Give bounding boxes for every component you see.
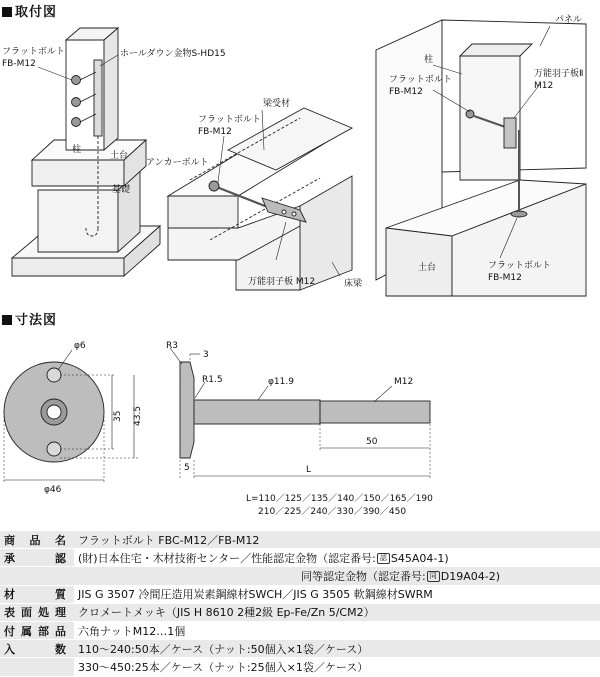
spec-row-material <box>0 585 600 603</box>
length-list-2: 210／225／240／330／390／450 <box>258 507 407 517</box>
label-pillar-1: 柱 <box>72 145 82 155</box>
spec-row-surface <box>0 603 600 621</box>
spec-value: フラットボルト FBC-M12／FB-M12 <box>74 531 600 549</box>
install-section-title: 取付図 <box>2 1 57 20</box>
spec-key: 商品名 <box>0 531 74 549</box>
spec-row-approval-2 <box>0 567 600 585</box>
spec-value: 110～240:50本／ケース（ナット:50個入×1袋／ケース） <box>74 640 600 658</box>
dim-r1-5: R1.5 <box>202 375 223 385</box>
dim-50: 50 <box>366 437 378 447</box>
label-flat-bolt-1: フラットボルト <box>2 47 65 57</box>
spec-key: 入数 <box>0 640 74 658</box>
dim-phi6: φ6 <box>74 341 86 351</box>
spec-value: 330～450:25本／ケース（ナット:25個入×1袋／ケース） <box>74 658 600 676</box>
panel-drawing <box>376 20 586 296</box>
spec-key: 承認 <box>0 549 74 567</box>
length-list-1: L=110／125／135／140／150／165／190 <box>246 494 433 504</box>
label-floor-beam: 床梁 <box>344 279 363 289</box>
label-flat-bolt-3b: FB-M12 <box>389 87 423 97</box>
spec-key <box>0 567 74 585</box>
label-flat-bolt-4: フラットボルト <box>488 261 551 271</box>
label-plate-m12: 万能羽子板 M12 <box>248 277 316 287</box>
dim-35: 35 <box>113 410 123 422</box>
label-sill-1: 土台 <box>110 151 129 161</box>
spec-row-parts <box>0 621 600 639</box>
label-foundation: 基礎 <box>112 185 131 195</box>
dim-phi11-9: φ11.9 <box>268 377 294 387</box>
dimension-section-title: 寸法図 <box>2 309 57 328</box>
spec-row-name <box>0 531 600 549</box>
label-beam-receiver: 梁受材 <box>263 99 291 109</box>
dim-l: L <box>306 465 312 475</box>
dimension-drawing <box>0 320 600 540</box>
label-flat-bolt-2: フラットボルト <box>198 115 261 125</box>
spec-value: JIS G 3507 冷間圧造用炭素鋼線材SWCH／JIS G 3505 軟鋼線材SWRM <box>74 585 600 603</box>
spec-row-quantity-2 <box>0 658 600 676</box>
dim-r3: R3 <box>166 341 178 351</box>
dim-3: 3 <box>203 350 209 360</box>
dim-phi46: φ46 <box>44 485 62 495</box>
label-flat-bolt-3: フラットボルト <box>389 75 452 85</box>
dim-43-5: 43.5 <box>133 405 143 426</box>
dim-5: 5 <box>184 463 190 473</box>
spec-value: 六角ナットM12…1個 <box>74 621 600 639</box>
label-flat-bolt-2b: FB-M12 <box>198 127 232 137</box>
spec-key: 材質 <box>0 585 74 603</box>
spec-row-approval <box>0 549 600 567</box>
spec-key: 付属部品 <box>0 621 74 639</box>
spec-value: クロメートメッキ（JIS H 8610 2種2級 Ep-Fe/Zn 5/CM2） <box>74 603 600 621</box>
beam-drawing <box>168 108 352 290</box>
label-flat-bolt-4b: FB-M12 <box>488 273 522 283</box>
label-flat-bolt-1b: FB-M12 <box>2 59 36 69</box>
spec-table <box>0 531 600 677</box>
dim-m12: M12 <box>394 377 414 387</box>
label-plate-ii: 万能羽子板Ⅱ <box>534 69 584 79</box>
label-holddown: ホールダウン金物S-HD15 <box>120 49 226 59</box>
approval-mark-icon: 認 <box>377 553 390 564</box>
equivalent-mark-icon: 同 <box>427 571 440 582</box>
installation-drawing <box>0 0 600 300</box>
label-panel: パネル <box>555 15 583 25</box>
label-sill-2: 土台 <box>418 263 437 273</box>
label-pillar-2: 柱 <box>424 55 434 65</box>
spec-key <box>0 658 74 676</box>
spec-value: (財)日本住宅・木材技術センター／性能認定金物（認定番号: 認 S45A04-1) <box>74 549 600 567</box>
spec-value: 同等認定金物（認定番号: 同 D19A04-2) <box>74 567 600 585</box>
label-anchor-bolt: アンカーボルト <box>146 158 209 168</box>
spec-row-quantity <box>0 640 600 658</box>
spec-key: 表面処理 <box>0 603 74 621</box>
label-plate-ii-b: M12 <box>534 81 554 91</box>
